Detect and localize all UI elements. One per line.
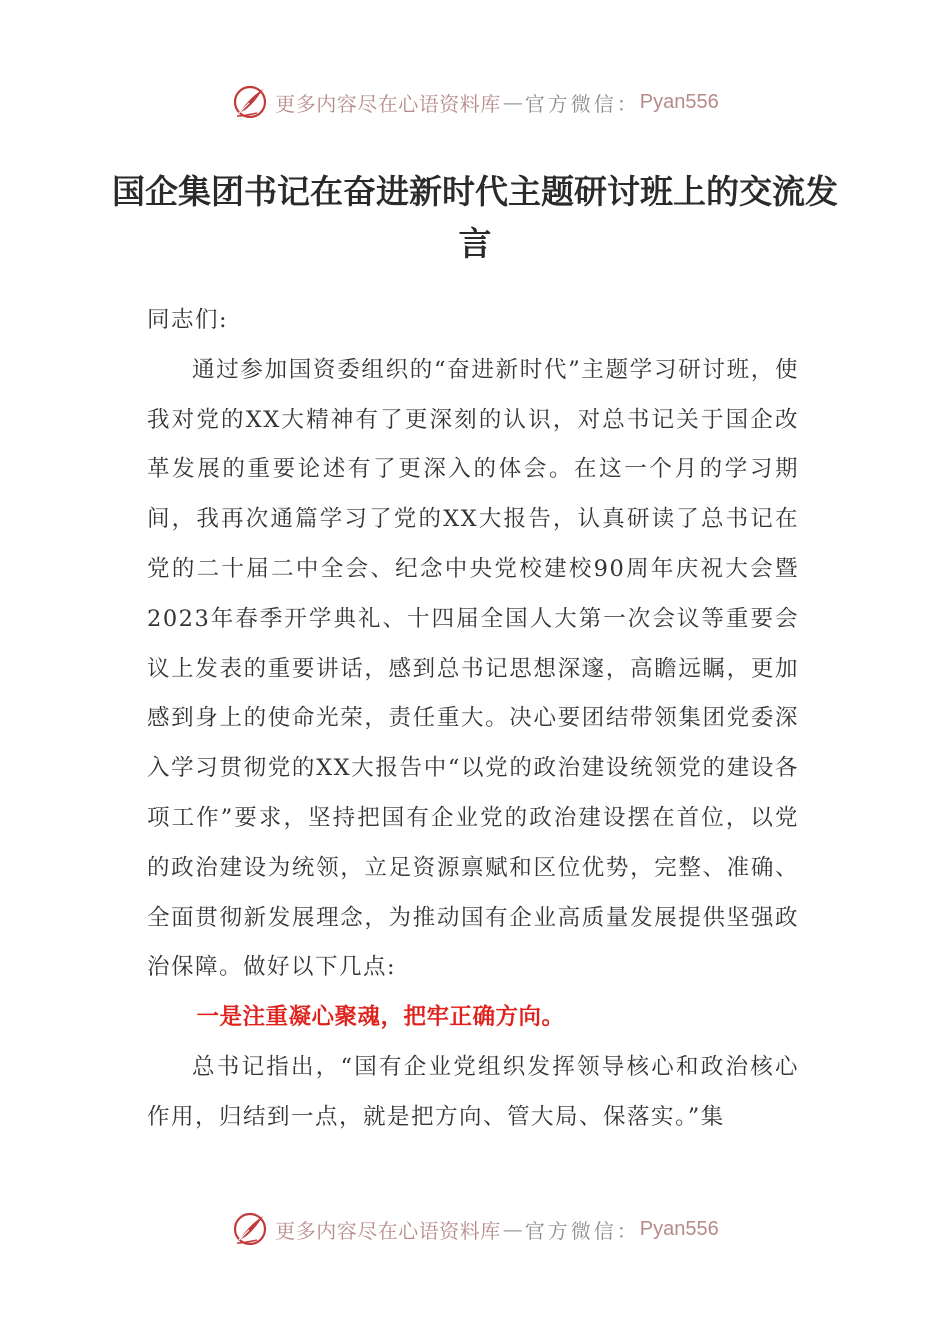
document-title: 国企集团书记在奋进新时代主题研讨班上的交流发言 xyxy=(112,172,838,263)
banner-wechat-id: Pyan556 xyxy=(639,1217,719,1240)
banner-wechat-label: 官方微信： xyxy=(524,91,640,116)
banner-promo-text: 更多内容尽在心语资料库 xyxy=(275,91,501,116)
section-heading: 一是注重凝心聚魂，把牢正确方向。 xyxy=(196,1004,565,1031)
banner-wechat-label: 官方微信： xyxy=(524,1218,640,1243)
document-body xyxy=(147,296,799,1143)
quill-pen-logo-icon xyxy=(231,83,269,121)
banner-promo-text: 更多内容尽在心语资料库 xyxy=(275,1218,501,1243)
footer-banner xyxy=(0,1207,950,1251)
banner-separator: — xyxy=(502,90,523,114)
paragraph-section: 总书记指出，“国有企业党组织发挥领导核心和政治核心作用，归结到一点，就是把方向、管大局、保落实。”集 xyxy=(147,1053,799,1130)
salutation: 同志们: xyxy=(147,307,229,333)
header-banner xyxy=(0,80,950,124)
paragraph-intro: 通过参加国资委组织的“奋进新时代”主题学习研讨班，使我对党的XX大精神有了更深刻的认识，对总书记关于国企改革发展的重要论述有了更深入的体会。在这一个月的学习期间，我再次通篇学习了党的XX大报告，认真研读了总书记在党的二十届二中全会、纪念中央党校建校90周年庆祝大会暨2023年春季开学典礼、十四届全国人大第一次会议等重要会议上发表的重要讲话，感到总书记思想深邃，高瞻远瞩，更加感到身上的使命光荣，责任重大。决心要团结带领集团党委深入学习贯彻党的XX大报告中“以党的政治建设统领党的建设各项工作”要求，坚持把国有企业党的政治建设摆在首位，以党的政治建设为统领，立足资源禀赋和区位优势，完整、准确、全面贯彻新发展理念，为推动国有企业高质量发展提供坚强政治保障。做好以下几点: xyxy=(147,356,799,981)
banner-separator: — xyxy=(502,1217,523,1241)
quill-pen-logo-icon xyxy=(231,1210,269,1248)
banner-wechat-id: Pyan556 xyxy=(639,90,719,113)
